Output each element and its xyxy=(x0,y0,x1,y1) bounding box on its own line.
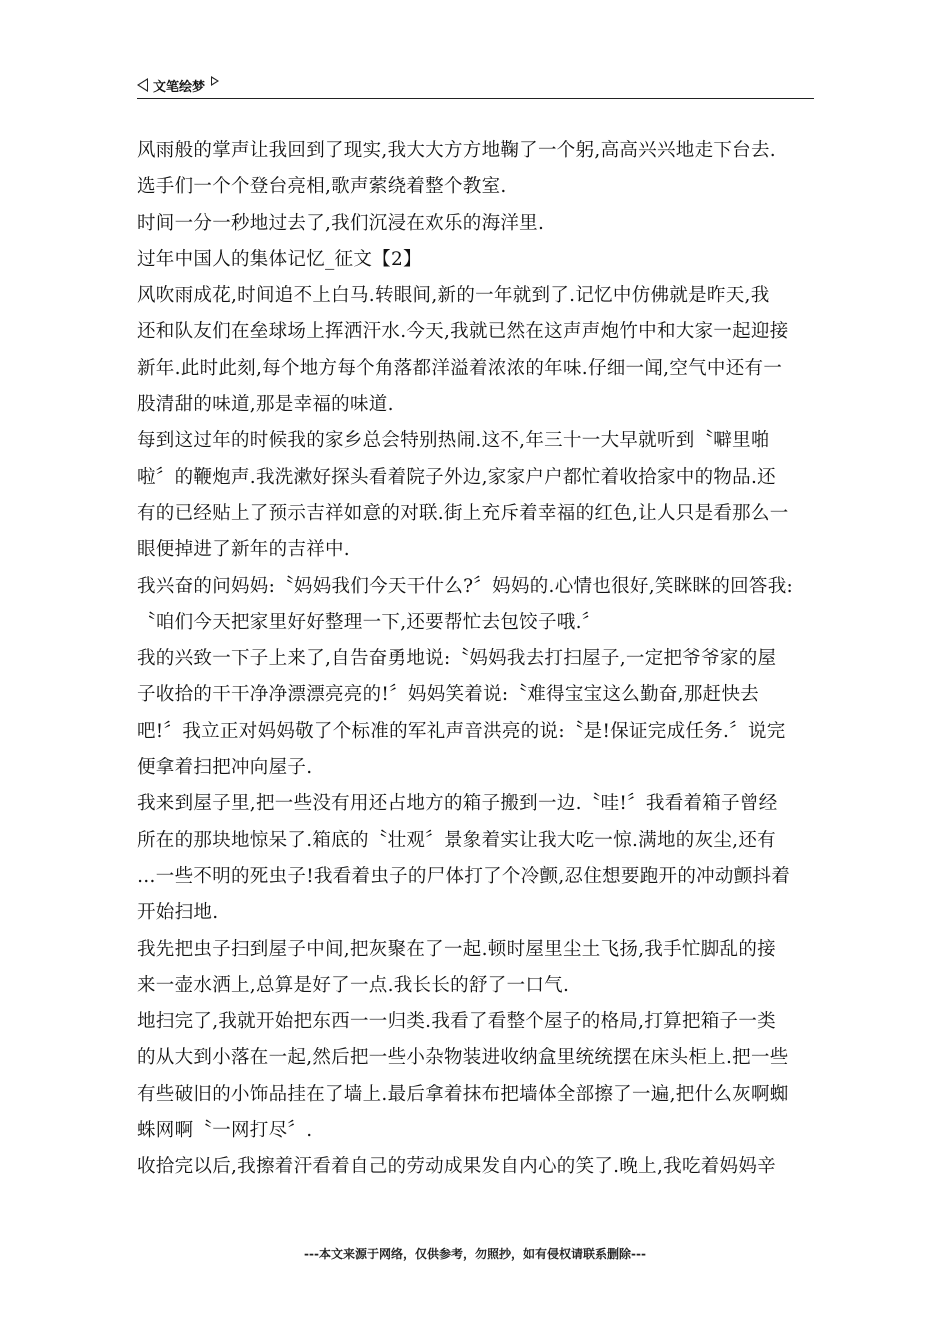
triangle-left-icon xyxy=(137,78,148,92)
text-line: 有的已经贴上了预示吉祥如意的对联.街上充斥着幸福的红色,让人只是看那么一 xyxy=(137,502,789,524)
text-line: 我先把虫子扫到屋子中间,把灰聚在了一起.顿时屋里尘土飞扬,我手忙脚乱的接 xyxy=(137,938,776,960)
text-line: 的从大到小落在一起,然后把一些小杂物装进收纳盒里统统摆在床头柜上.把一些 xyxy=(137,1047,789,1069)
text-line: 时间一分一秒地过去了,我们沉浸在欢乐的海洋里. xyxy=(137,212,545,234)
text-line: 我的兴致一下子上来了,自告奋勇地说:〝妈妈我去打扫屋子,一定把爷爷家的屋 xyxy=(137,648,777,670)
document-body xyxy=(137,133,817,1186)
text-line: 风雨般的掌声让我回到了现实,我大大方方地鞠了一个躬,高高兴兴地走下台去. xyxy=(137,140,776,161)
text-line: 子收拾的干干净净漂漂亮亮的!〞妈妈笑着说:〝难得宝宝这么勤奋,那赶快去 xyxy=(137,684,760,706)
text-line: 开始扫地. xyxy=(137,902,219,924)
text-line: 风吹雨成花,时间追不上白马.转眼间,新的一年就到了.记忆中仿佛就是昨天,我 xyxy=(137,285,770,307)
text-line: 吧!〞我立正对妈妈敬了个标准的军礼声音洪亮的说:〝是!保证完成任务.〞说完 xyxy=(137,720,786,742)
text-line: 新年.此时此刻,每个地方每个角落都洋溢着浓浓的年味.仔细一闻,空气中还有一 xyxy=(137,357,783,379)
text-line: 所在的那块地惊呆了.箱底的〝壮观〞景象着实让我大吃一惊.满地的灰尘,还有 xyxy=(137,829,776,851)
section-title: 过年中国人的集体记忆_征文【2】 xyxy=(137,248,422,270)
text-line: 收拾完以后,我擦着汗看着自己的劳动成果发自内心的笑了.晚上,我吃着妈妈辛 xyxy=(137,1156,776,1178)
text-line: 便拿着扫把冲向屋子. xyxy=(137,757,313,779)
page-footer: ---本文来源于网络，仅供参考，勿照抄，如有侵权请联系删除--- xyxy=(304,1247,646,1261)
page-header xyxy=(137,72,814,99)
text-line: 地扫完了,我就开始把东西一一归类.我看了看整个屋子的格局,打算把箱子一类 xyxy=(137,1011,776,1033)
text-line: 蛛网啊〝一网打尽〞. xyxy=(137,1120,313,1142)
triangle-right-icon xyxy=(211,76,219,86)
header-title: 文笔绘梦 xyxy=(153,79,206,95)
text-line: 每到这过年的时候我的家乡总会特别热闹.这不,年三十一大早就听到〝噼里啪 xyxy=(137,430,770,452)
text-line: 我兴奋的问妈妈:〝妈妈我们今天干什么?〞妈妈的.心情也很好,笑眯眯的回答我: xyxy=(137,575,794,597)
text-line: 我来到屋子里,把一些没有用还占地方的箱子搬到一边.〝哇!〞我看着箱子曾经 xyxy=(137,793,778,815)
text-line: 股清甜的味道,那是幸福的味道. xyxy=(137,394,394,416)
text-line: 有些破旧的小饰品挂在了墙上.最后拿着抹布把墙体全部擦了一遍,把什么灰啊蜘 xyxy=(137,1083,789,1105)
text-line: 还和队友们在垒球场上挥洒汗水.今天,我就已然在这声声炮竹中和大家一起迎接 xyxy=(137,321,789,343)
text-line: …一些不明的死虫子!我看着虫子的尸体打了个冷颤,忍住想要跑开的冲动颤抖着 xyxy=(137,865,791,887)
text-line: 眼便掉进了新年的吉祥中. xyxy=(137,539,350,561)
text-line: 来一壶水洒上,总算是好了一点.我长长的舒了一口气. xyxy=(137,974,570,996)
text-line: 啦〞的鞭炮声.我洗漱好探头看着院子外边,家家户户都忙着收拾家中的物品.还 xyxy=(137,466,776,488)
text-line: 〝咱们今天把家里好好整理一下,还要帮忙去包饺子哦.〞 xyxy=(137,611,601,633)
text-line: 选手们一个个登台亮相,歌声萦绕着整个教室. xyxy=(137,176,507,198)
